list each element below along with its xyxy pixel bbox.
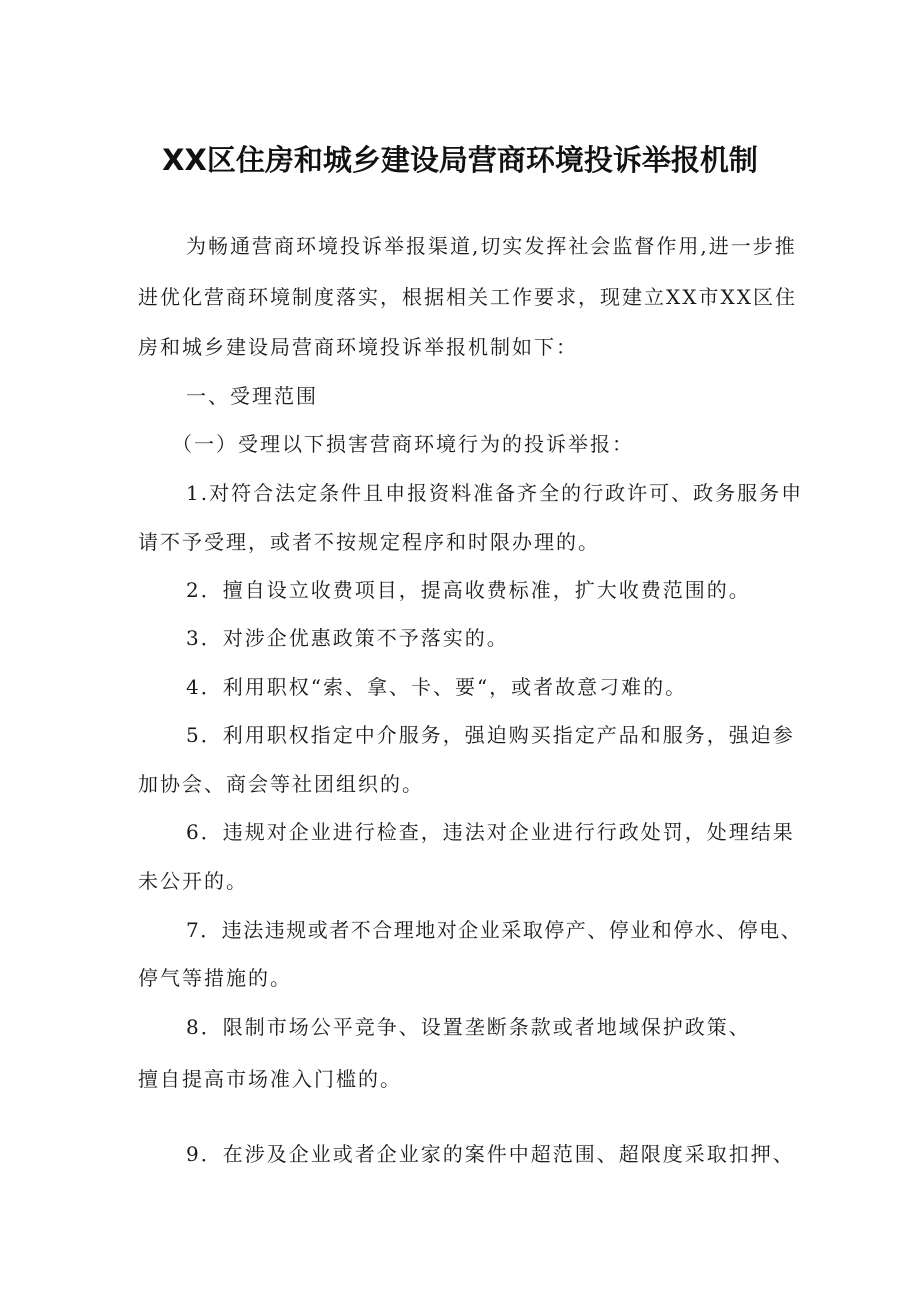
list-item-line: 3．对涉企优惠政策不予落实的。 <box>186 626 509 650</box>
document-title: XX区住房和城乡建设局营商环境投诉举报机制 <box>162 143 758 177</box>
list-item-line: 停气等措施的。 <box>138 966 292 990</box>
subsection-heading: （一）受理以下损害营商环境行为的投诉举报： <box>172 432 634 456</box>
list-item-line: 2．擅自设立收费项目，提高收费标准，扩大收费范围的。 <box>186 578 751 602</box>
list-item-line: 擅自提高市场准入门槛的。 <box>138 1067 402 1091</box>
list-item-line: 4．利用职权“索、拿、卡、要“，或者故意刁难的。 <box>186 675 688 699</box>
list-item-line: 8．限制市场公平竞争、设置垄断条款或者地域保护政策、 <box>186 1015 751 1039</box>
paragraph-line: 房和城乡建设局营商环境投诉举报机制如下： <box>138 335 578 359</box>
list-item-line: 5．利用职权指定中介服务，强迫购买指定产品和服务，强迫参 <box>186 723 795 747</box>
paragraph-line: 进优化营商环境制度落实，根据相关工作要求，现建立XX市XX区住 <box>138 285 797 309</box>
list-item-line: 9．在涉及企业或者企业家的案件中超范围、超限度采取扣押、 <box>186 1142 795 1166</box>
list-item-line: 请不予受理，或者不按规定程序和时限办理的。 <box>138 530 600 554</box>
paragraph-line: 为畅通营商环境投诉举报渠道,切实发挥社会监督作用,进一步推 <box>186 234 797 258</box>
list-item-line: 7．违法违规或者不合理地对企业采取停产、停业和停水、停电、 <box>186 918 803 942</box>
list-item-line: 加协会、商会等社团组织的。 <box>138 772 424 796</box>
list-item-line: 6．违规对企业进行检查，违法对企业进行行政处罚，处理结果 <box>186 820 795 844</box>
list-item-line: 1.对符合法定条件且申报资料准备齐全的行政许可、政务服务申 <box>186 481 804 505</box>
list-item-line: 未公开的。 <box>138 869 248 893</box>
section-heading: 一、受理范围 <box>186 384 318 408</box>
